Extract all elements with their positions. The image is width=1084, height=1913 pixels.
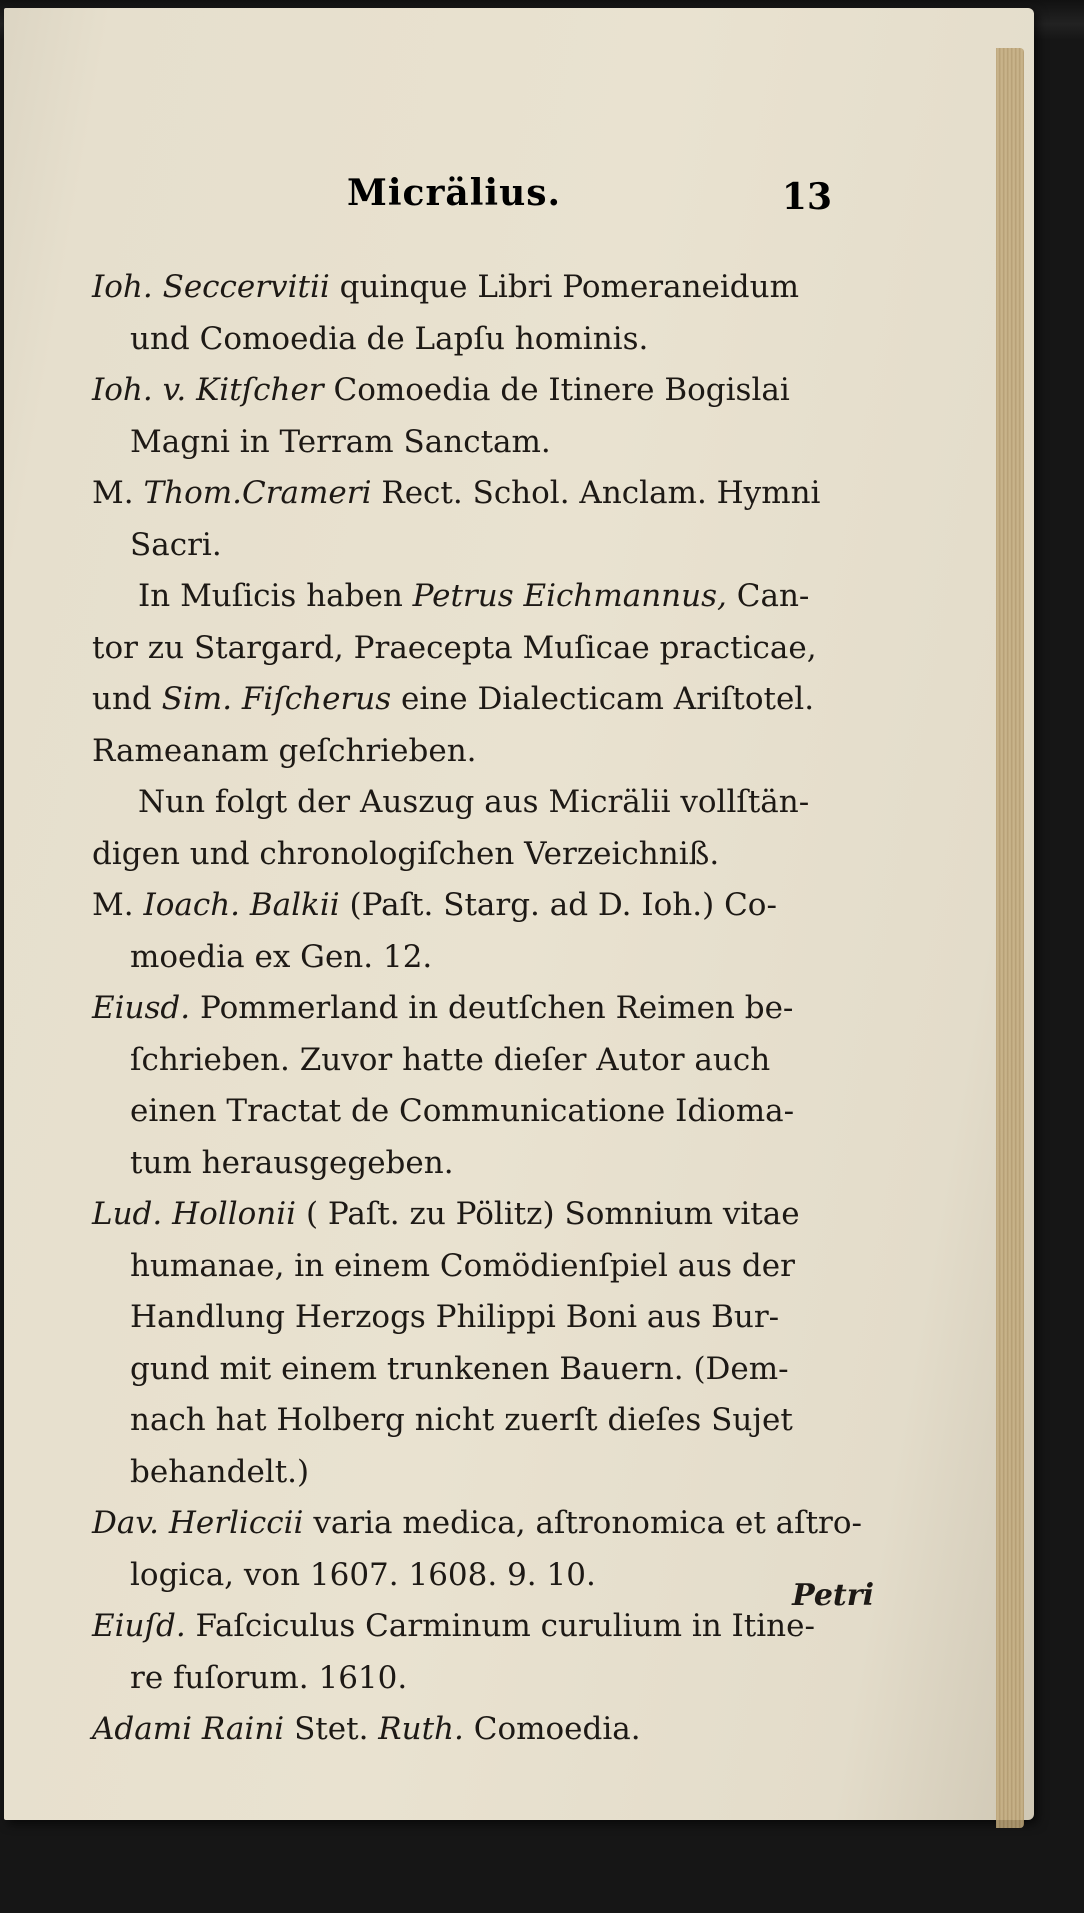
line-text: tor zu Stargard, Praecepta Muſicae practicae,	[92, 629, 817, 666]
text-line	[92, 1035, 832, 1087]
text-line	[92, 1395, 832, 1447]
text-line	[92, 520, 832, 572]
line-text: tum herausgegeben.	[130, 1144, 454, 1181]
line-text: behandelt.)	[130, 1453, 310, 1490]
line-text: ( Paſt. zu Pölitz) Somnium vitae	[296, 1196, 800, 1232]
running-title: Micrälius.	[347, 172, 562, 214]
line-text: logica, von 1607. 1608. 9. 10.	[130, 1556, 596, 1593]
text-line	[92, 983, 832, 1035]
line-text: Rect. Schol. Anclam. Hymni	[371, 475, 821, 511]
text-line	[92, 1138, 832, 1190]
italic-name: Sim. Fiſcherus	[161, 681, 392, 717]
text-line	[92, 1086, 832, 1138]
line-text: gund mit einem trunkenen Bauern. (Dem-	[130, 1350, 789, 1387]
text-line	[92, 1241, 832, 1293]
line-text: und	[92, 681, 162, 717]
catchword: Petri	[792, 1578, 874, 1613]
page-header	[92, 172, 832, 232]
italic-name: Ioach. Balkii	[143, 887, 340, 923]
text-line	[92, 1447, 832, 1499]
italic-name: Eiusd.	[92, 990, 191, 1026]
line-text: (Paſt. Starg. ad D. Ioh.) Co-	[339, 887, 777, 923]
text-line	[92, 726, 832, 778]
text-line	[92, 571, 832, 623]
line-text: quinque Libri Pomeraneidum	[329, 269, 800, 305]
text-line	[92, 623, 832, 675]
line-text: Stet.	[284, 1711, 379, 1747]
line-text: ſchrieben. Zuvor hatte dieſer Autor auch	[130, 1041, 771, 1078]
text-line	[92, 1344, 832, 1396]
italic-name: Eiuſd.	[92, 1608, 186, 1644]
italic-name: Lud. Hollonii	[92, 1196, 297, 1232]
line-text: eine Dialecticam Ariſtotel.	[391, 681, 815, 717]
line-text: Sacri.	[130, 526, 222, 563]
line-text: Faſciculus Carminum curulium in Itine-	[185, 1608, 815, 1644]
text-line	[92, 674, 832, 726]
line-text: und Comoedia de Lapſu hominis.	[130, 320, 649, 357]
line-text: einen Tractat de Communicatione Idioma-	[130, 1093, 795, 1129]
text-line	[92, 777, 832, 829]
italic-name: Adami Raini	[92, 1711, 285, 1747]
line-text: Can-	[726, 578, 810, 614]
line-text: varia medica, aſtronomica et aſtro-	[303, 1505, 862, 1541]
line-text: moedia ex Gen. 12.	[130, 938, 433, 975]
italic-name: Ruth.	[378, 1711, 464, 1747]
line-text: In Muſicis haben	[138, 578, 413, 614]
page-edge	[996, 48, 1024, 1828]
line-text: Magni in Terram Sanctam.	[130, 423, 551, 460]
line-text: Nun folgt der Auszug aus Micrälii vollſtän-	[138, 784, 810, 820]
text-line	[92, 417, 832, 469]
page-number: 13	[781, 176, 832, 218]
italic-name: Dav. Herliccii	[92, 1505, 304, 1541]
italic-name: Ioh. Seccervitii	[92, 269, 330, 305]
text-line	[92, 1292, 832, 1344]
text-line	[92, 829, 832, 881]
line-text: re fuſorum. 1610.	[130, 1659, 408, 1696]
text-line	[92, 1189, 832, 1241]
line-text: Rameanam geſchrieben.	[92, 732, 477, 769]
line-text: M.	[92, 475, 144, 511]
italic-name: Ioh. v. Kitſcher	[92, 372, 324, 408]
text-line	[92, 1653, 832, 1705]
text-line	[92, 468, 832, 520]
line-text: Pommerland in deutſchen Reimen be-	[190, 990, 794, 1026]
line-text: Comoedia.	[463, 1711, 641, 1747]
text-line	[92, 1704, 832, 1756]
line-text: digen und chronologiſchen Verzeichniß.	[92, 835, 720, 872]
text-line	[92, 880, 832, 932]
italic-name: Petrus Eichmannus,	[412, 578, 727, 614]
line-text: Comoedia de Itinere Bogislai	[323, 372, 790, 408]
text-line	[92, 314, 832, 366]
text-line	[92, 1550, 832, 1602]
text-line	[92, 365, 832, 417]
text-line	[92, 1498, 862, 1550]
text-line	[92, 932, 832, 984]
text-line	[92, 1601, 832, 1653]
line-text: Handlung Herzogs Philippi Boni aus Bur-	[130, 1299, 780, 1335]
text-line	[92, 262, 832, 314]
line-text: M.	[92, 887, 144, 923]
line-text: nach hat Holberg nicht zuerſt dieſes Sujet	[130, 1402, 793, 1438]
line-text: humanae, in einem Comödienſpiel aus der	[130, 1247, 795, 1284]
italic-name: Thom.Crameri	[143, 475, 372, 511]
